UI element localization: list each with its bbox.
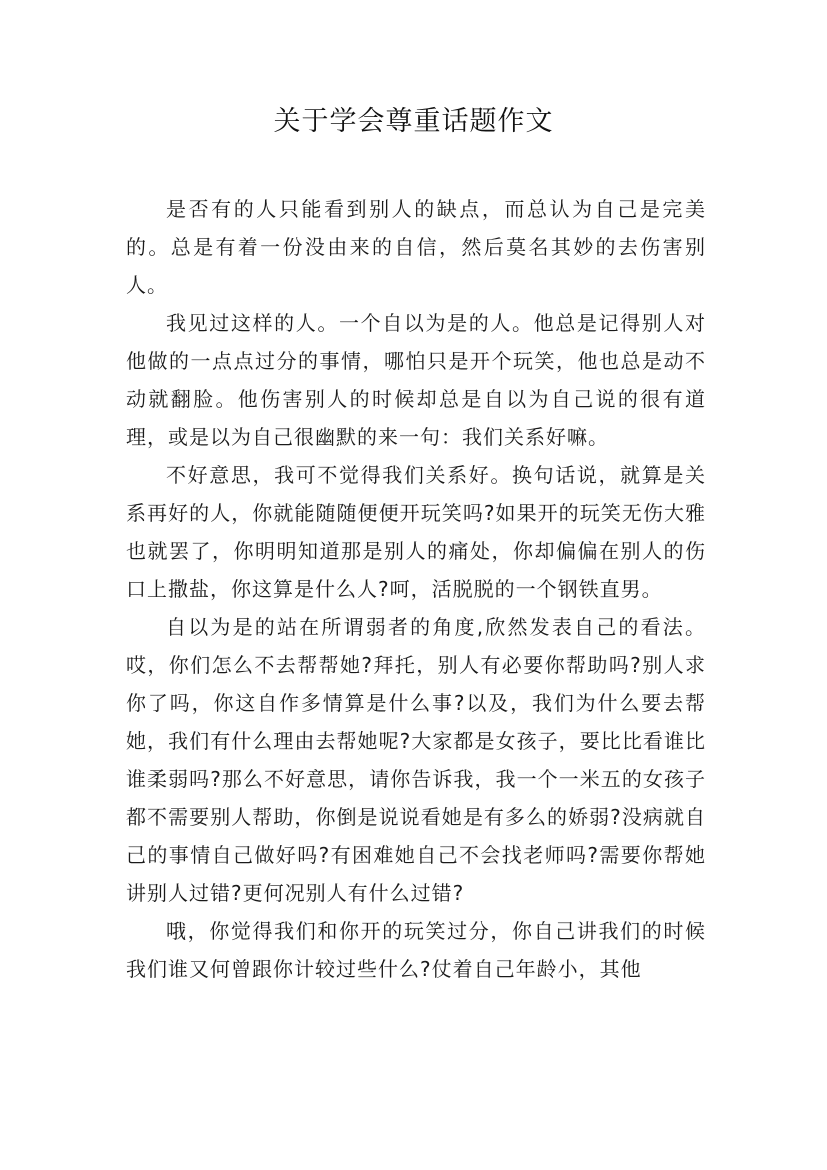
paragraph: 我见过这样的人。一个自以为是的人。他总是记得别人对他做的一点点过分的事情，哪怕只是开个玩笑，他也总是动不动就翻脸。他伤害别人的时候却总是自以为自己说的很有道理，或是以为自己很幽默的来一句：我们关系好嘛。 — [126, 311, 706, 449]
document-title: 关于学会尊重话题作文 — [273, 106, 554, 137]
paragraph: 哦，你觉得我们和你开的玩笑过分，你自己讲我们的时候我们谁又何曾跟你计较过些什么?仗着自己年龄小，其他 — [126, 919, 706, 981]
document-body — [126, 190, 706, 988]
paragraph: 不好意思，我可不觉得我们关系好。换句话说，就算是关系再好的人，你就能随随便便开玩笑吗?如果开的玩笑无伤大雅也就罢了，你明明知道那是别人的痛处，你却偏偏在别人的伤口上撒盐，你这算是什么人?呵，活脱脱的一个钢铁直男。 — [126, 463, 706, 601]
paragraph: 自以为是的站在所谓弱者的角度,欣然发表自己的看法。哎，你们怎么不去帮帮她?拜托，别人有必要你帮助吗?别人求你了吗，你这自作多情算是什么事?以及，我们为什么要去帮她，我们有什么理由去帮她呢?大家都是女孩子，要比比看谁比谁柔弱吗?那么不好意思，请你告诉我，我一个一米五的女孩子都不需要别人帮助，你倒是说说看她是有多么的娇弱?没病就自己的事情自己做好吗?有困难她自己不会找老师吗?需要你帮她讲别人过错?更何况别人有什么过错? — [126, 615, 706, 905]
paragraph: 是否有的人只能看到别人的缺点，而总认为自己是完美的。总是有着一份没由来的自信，然后莫名其妙的去伤害别人。 — [126, 197, 706, 297]
